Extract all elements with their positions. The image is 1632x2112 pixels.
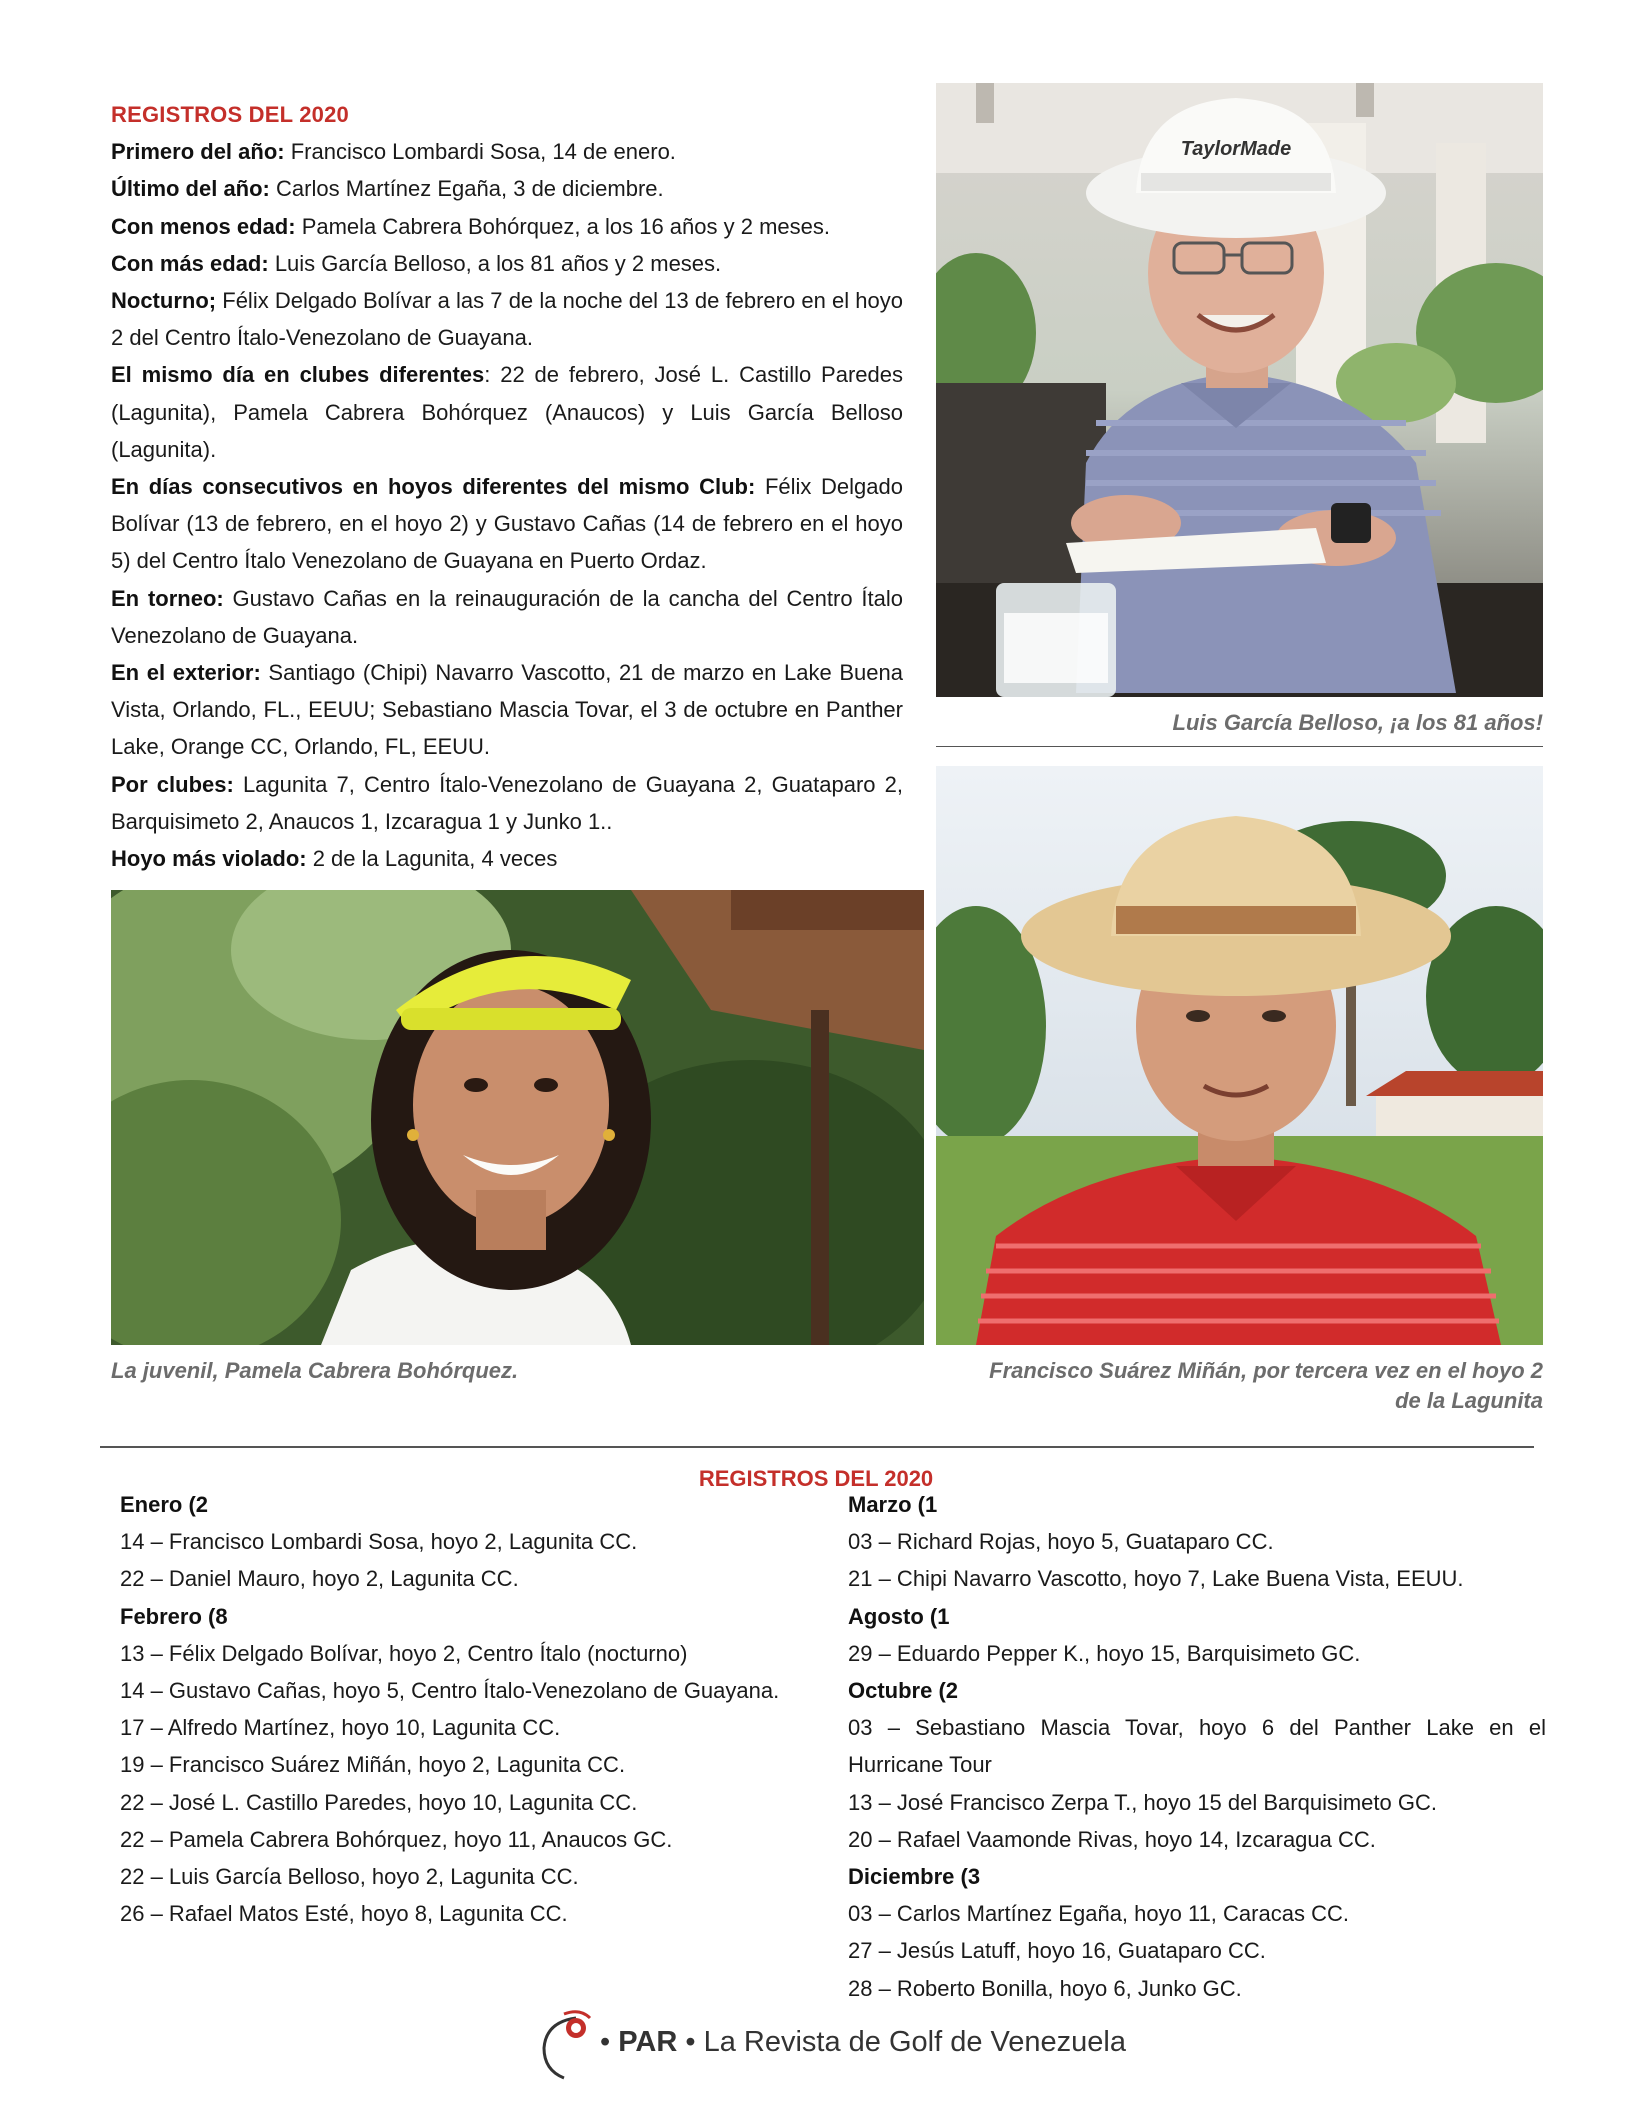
month-heading: Octubre (2	[848, 1678, 959, 1704]
list-item: 14 – Gustavo Cañas, hoyo 5, Centro Ítalo-Venezolano de Guayana.	[120, 1678, 780, 1704]
record-text: Francisco Lombardi Sosa, 14 de enero.	[284, 139, 676, 165]
list-item: 22 – José L. Castillo Paredes, hoyo 10, Lagunita CC.	[120, 1789, 638, 1815]
list-item: 28 – Roberto Bonilla, hoyo 6, Junko GC.	[848, 1975, 1242, 2001]
photo-luis-garcia-belloso	[936, 83, 1543, 697]
record-item	[111, 170, 903, 207]
record-label: En el exterior:	[111, 660, 261, 686]
record-item	[111, 282, 903, 356]
list-title: REGISTROS DEL 2020	[698, 1466, 934, 1491]
caption-luis: Luis García Belloso, ¡a los 81 años!	[1172, 710, 1543, 735]
list-item: 03 – Carlos Martínez Egaña, hoyo 11, Caracas CC.	[848, 1901, 1349, 1927]
caption-francisco-line2: de la Lagunita	[1395, 1388, 1543, 1413]
record-text: 2 de la Lagunita, 4 veces	[306, 846, 558, 872]
list-item: 22 – Daniel Mauro, hoyo 2, Lagunita CC.	[120, 1566, 519, 1592]
list-column-left	[120, 1486, 840, 1932]
record-label: En torneo:	[111, 585, 224, 611]
record-item	[111, 356, 903, 468]
record-label: Primero del año:	[111, 139, 285, 165]
list-item: 13 – José Francisco Zerpa T., hoyo 15 del Barquisimeto GC.	[848, 1789, 1437, 1815]
list-item: 17 – Alfredo Martínez, hoyo 10, Lagunita CC.	[120, 1715, 561, 1741]
list-item: 19 – Francisco Suárez Miñán, hoyo 2, Lagunita CC.	[120, 1752, 626, 1778]
record-item	[111, 654, 903, 766]
footer-dot: •	[600, 2026, 611, 2058]
list-item: 14 – Francisco Lombardi Sosa, hoyo 2, Lagunita CC.	[120, 1529, 638, 1555]
record-item	[111, 208, 903, 245]
record-label: Último del año:	[111, 176, 270, 202]
records-summary	[111, 96, 903, 877]
divider-right	[936, 746, 1543, 747]
list-item: 29 – Eduardo Pepper K., hoyo 15, Barquisimeto GC.	[848, 1640, 1361, 1666]
month-heading: Agosto (1	[848, 1603, 950, 1629]
caption-pamela: La juvenil, Pamela Cabrera Bohórquez.	[111, 1358, 519, 1383]
month-heading: Diciembre (3	[848, 1864, 981, 1890]
footer-brand: PAR	[618, 2026, 678, 2058]
list-item: 20 – Rafael Vaamonde Rivas, hoyo 14, Izcaragua CC.	[848, 1826, 1376, 1852]
record-item	[111, 133, 903, 170]
footer	[536, 2004, 1126, 2084]
record-item	[111, 468, 903, 580]
month-heading: Febrero (8	[120, 1603, 228, 1629]
record-text: : 22 de febrero, José L. Castillo Paredes (Lagunita), Pamela Cabrera Bohórquez (Anaucos) y Luis García Belloso (Lagunita).	[111, 362, 903, 462]
list-item: 13 – Félix Delgado Bolívar, hoyo 2, Centro Ítalo (nocturno)	[120, 1640, 688, 1666]
divider-main	[100, 1446, 1534, 1448]
month-heading: Marzo (1	[848, 1492, 938, 1517]
record-item	[111, 580, 903, 654]
record-label: Nocturno;	[111, 288, 217, 314]
record-item	[111, 766, 903, 840]
record-text: Gustavo Cañas en la reinauguración de la cancha del Centro Ítalo Venezolano de Guayana.	[111, 585, 903, 648]
list-item: 27 – Jesús Latuff, hoyo 16, Guataparo CC.	[848, 1938, 1266, 1964]
month-heading: Enero (2	[120, 1492, 209, 1517]
record-text: Félix Delgado Bolívar (13 de febrero, en el hoyo 2) y Gustavo Cañas (14 de febrero en el hoyo 5) del Centro Ítalo Venezolano de Guayana en Puerto Ordaz.	[111, 474, 903, 574]
par-logo-icon	[536, 2004, 598, 2084]
list-item: 22 – Pamela Cabrera Bohórquez, hoyo 11, Anaucos GC.	[120, 1826, 673, 1852]
record-item	[111, 840, 903, 877]
record-text: Pamela Cabrera Bohórquez, a los 16 años y 2 meses.	[295, 213, 830, 239]
photo-francisco-suarez	[936, 766, 1543, 1345]
caption-francisco	[936, 1356, 1543, 1416]
record-text: Lagunita 7, Centro Ítalo-Venezolano de Guayana 2, Guataparo 2, Barquisimeto 2, Anaucos 1, Izcaragua 1 y Junko 1..	[111, 771, 904, 834]
record-text: Luis García Belloso, a los 81 años y 2 meses.	[268, 250, 722, 276]
hat-brand-text: TaylorMade	[1180, 138, 1292, 160]
record-text: Félix Delgado Bolívar a las 7 de la noche del 13 de febrero en el hoyo 2 del Centro Ítalo-Venezolano de Guayana.	[111, 288, 903, 351]
photo-pamela-cabrera	[111, 890, 924, 1345]
record-text: Carlos Martínez Egaña, 3 de diciembre.	[269, 176, 664, 202]
record-label: Con menos edad:	[111, 213, 296, 239]
footer-text	[600, 2026, 1126, 2059]
footer-tagline: La Revista de Golf de Venezuela	[703, 2026, 1126, 2058]
list-item: 03 – Richard Rojas, hoyo 5, Guataparo CC.	[848, 1529, 1274, 1555]
list-column-right	[848, 1486, 1546, 2007]
list-item: 21 – Chipi Navarro Vascotto, hoyo 7, Lake Buena Vista, EEUU.	[848, 1566, 1464, 1592]
record-label: En días consecutivos en hoyos diferentes del mismo Club:	[111, 474, 756, 500]
list-item: 26 – Rafael Matos Esté, hoyo 8, Lagunita CC.	[120, 1901, 568, 1927]
record-item	[111, 245, 903, 282]
record-label: El mismo día en clubes diferentes	[111, 362, 485, 388]
caption-francisco-line1: Francisco Suárez Miñán, por tercera vez en el hoyo 2	[989, 1358, 1543, 1383]
record-text: Santiago (Chipi) Navarro Vascotto, 21 de marzo en Lake Buena Vista, Orlando, FL., EEUU; Sebastiano Mascia Tovar, el 3 de octubre en Panther Lake, Orange CC, Orlando, FL, EEUU.	[111, 660, 904, 760]
record-label: Hoyo más violado:	[111, 846, 307, 872]
record-label: Con más edad:	[111, 250, 269, 276]
footer-dot: •	[685, 2026, 696, 2058]
record-label: Por clubes:	[111, 771, 234, 797]
records-title: REGISTROS DEL 2020	[111, 102, 349, 127]
list-item: 03 – Sebastiano Mascia Tovar, hoyo 6 del Panther Lake en el Hurricane Tour	[848, 1715, 1546, 1778]
list-item: 22 – Luis García Belloso, hoyo 2, Lagunita CC.	[120, 1864, 579, 1890]
